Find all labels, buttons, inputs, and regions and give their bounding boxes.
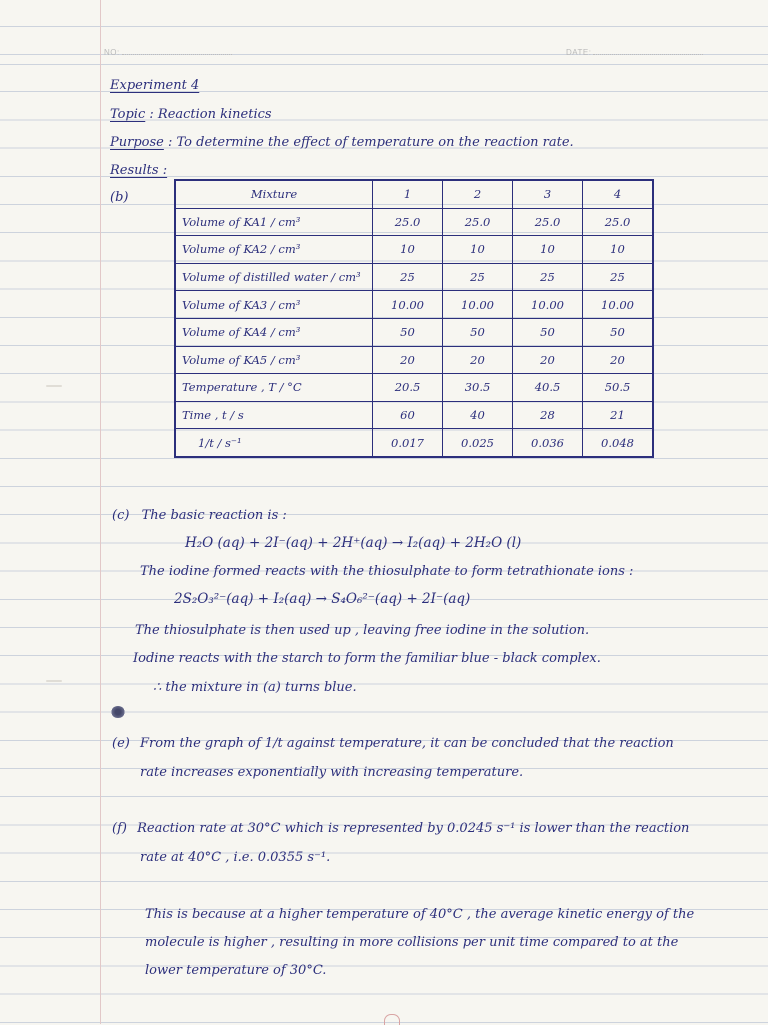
table-cell: 25 bbox=[443, 263, 513, 291]
table-header-cell: 3 bbox=[513, 180, 583, 208]
topic-line bbox=[110, 107, 272, 122]
table-row bbox=[175, 318, 653, 346]
table-cell: 60 bbox=[373, 401, 443, 429]
table-cell: 1/t / s⁻¹ bbox=[175, 429, 373, 457]
table-cell: 25.0 bbox=[373, 208, 443, 236]
table-header-cell: 1 bbox=[373, 180, 443, 208]
equation-1: H₂O (aq) + 2I⁻(aq) + 2H⁺(aq) → I₂(aq) + 2H₂O (l) bbox=[185, 535, 522, 551]
table-cell: 0.025 bbox=[443, 429, 513, 457]
date-field bbox=[566, 48, 703, 57]
punch-hole-mark bbox=[46, 680, 62, 682]
experiment-title: Experiment 4 bbox=[110, 78, 200, 93]
table-cell: 0.036 bbox=[513, 429, 583, 457]
table-cell: 10.00 bbox=[373, 291, 443, 319]
section-f-label: (f) bbox=[112, 821, 127, 836]
table-cell: 40 bbox=[443, 401, 513, 429]
table-cell: 25 bbox=[513, 263, 583, 291]
section-c-line-2: The iodine formed reacts with the thiosulphate to form tetrathionate ions : bbox=[140, 564, 634, 579]
table-cell: 30.5 bbox=[443, 374, 513, 402]
date-label: DATE: bbox=[566, 48, 592, 57]
table-cell: 10.00 bbox=[443, 291, 513, 319]
table-cell: 10 bbox=[583, 236, 654, 264]
table-cell: Volume of KA1 / cm³ bbox=[175, 208, 373, 236]
table-cell: 25 bbox=[583, 263, 654, 291]
purpose-text: : To determine the effect of temperature on the reaction rate. bbox=[168, 135, 574, 150]
topic-label: Topic bbox=[110, 107, 146, 122]
table-row bbox=[175, 429, 653, 457]
table-cell: 20 bbox=[373, 346, 443, 374]
section-f-line-5: lower temperature of 30°C. bbox=[145, 963, 327, 978]
table-row bbox=[175, 208, 653, 236]
results-label: Results : bbox=[110, 163, 168, 178]
table-row bbox=[175, 236, 653, 264]
ink-scribble bbox=[111, 706, 125, 718]
section-e-line-2: rate increases exponentially with increasing temperature. bbox=[140, 765, 524, 780]
purpose-line bbox=[110, 135, 574, 150]
table-header-cell: 4 bbox=[583, 180, 654, 208]
table-header-cell: 2 bbox=[443, 180, 513, 208]
table-cell: 50 bbox=[583, 318, 654, 346]
topic-text: : Reaction kinetics bbox=[149, 107, 272, 122]
table-row bbox=[175, 401, 653, 429]
table-cell: Volume of KA2 / cm³ bbox=[175, 236, 373, 264]
table-cell: Volume of distilled water / cm³ bbox=[175, 263, 373, 291]
table-header-cell: Mixture bbox=[175, 180, 373, 208]
section-c-line-3: The thiosulphate is then used up , leaving free iodine in the solution. bbox=[135, 623, 590, 638]
section-f-line-2: rate at 40°C , i.e. 0.0355 s⁻¹. bbox=[140, 850, 331, 865]
table-cell: 50 bbox=[373, 318, 443, 346]
table-cell: 20.5 bbox=[373, 374, 443, 402]
table-cell: 0.017 bbox=[373, 429, 443, 457]
section-b-label: (b) bbox=[110, 190, 129, 205]
table-cell: 25.0 bbox=[583, 208, 654, 236]
table-cell: 20 bbox=[583, 346, 654, 374]
section-c-line-1 bbox=[112, 508, 287, 523]
equation-2: 2S₂O₃²⁻(aq) + I₂(aq) → S₄O₆²⁻(aq) + 2I⁻(aq) bbox=[174, 591, 471, 607]
section-c-line-5: ∴ the mixture in (a) turns blue. bbox=[153, 680, 357, 695]
section-c-label: (c) bbox=[112, 508, 130, 523]
table-cell: Temperature , T / °C bbox=[175, 374, 373, 402]
punch-hole-mark bbox=[46, 385, 62, 387]
table-cell: 10.00 bbox=[583, 291, 654, 319]
table-cell: 10 bbox=[373, 236, 443, 264]
section-f-line-3: This is because at a higher temperature of 40°C , the average kinetic energy of the bbox=[145, 907, 695, 922]
table-cell: Time , t / s bbox=[175, 401, 373, 429]
table-cell: Volume of KA4 / cm³ bbox=[175, 318, 373, 346]
table-cell: Volume of KA3 / cm³ bbox=[175, 291, 373, 319]
section-e-line-1 bbox=[112, 736, 674, 751]
purpose-label: Purpose bbox=[110, 135, 164, 150]
table-cell: 10 bbox=[443, 236, 513, 264]
table-cell: 25.0 bbox=[443, 208, 513, 236]
no-field bbox=[104, 48, 232, 57]
table-cell: 50 bbox=[443, 318, 513, 346]
section-e-label: (e) bbox=[112, 736, 130, 751]
table-cell: 40.5 bbox=[513, 374, 583, 402]
table-cell: 20 bbox=[443, 346, 513, 374]
table-row bbox=[175, 291, 653, 319]
table-cell: 20 bbox=[513, 346, 583, 374]
table-row bbox=[175, 346, 653, 374]
table-cell: 0.048 bbox=[583, 429, 654, 457]
table-cell: 25 bbox=[373, 263, 443, 291]
section-e-text: From the graph of 1/t against temperature, it can be concluded that the reaction bbox=[139, 736, 674, 751]
header-rule bbox=[0, 64, 768, 65]
table-row bbox=[175, 263, 653, 291]
table-cell: 10 bbox=[513, 236, 583, 264]
page-corner-mark bbox=[384, 1014, 400, 1025]
table-cell: 25.0 bbox=[513, 208, 583, 236]
section-c-line-4: Iodine reacts with the starch to form the familiar blue - black complex. bbox=[133, 651, 601, 666]
table-cell: 21 bbox=[583, 401, 654, 429]
no-label: NO: bbox=[104, 48, 120, 57]
results-table bbox=[174, 179, 654, 458]
table-cell: 28 bbox=[513, 401, 583, 429]
table-header-row bbox=[175, 180, 653, 208]
table-row bbox=[175, 374, 653, 402]
margin-rule bbox=[100, 0, 101, 1024]
section-f-text: Reaction rate at 30°C which is represented by 0.0245 s⁻¹ is lower than the reaction bbox=[137, 821, 690, 836]
table-cell: 50 bbox=[513, 318, 583, 346]
section-f-line-1 bbox=[112, 821, 689, 836]
section-f-line-4: molecule is higher , resulting in more collisions per unit time compared to at the bbox=[145, 935, 679, 950]
table-cell: 10.00 bbox=[513, 291, 583, 319]
table-cell: Volume of KA5 / cm³ bbox=[175, 346, 373, 374]
section-c-text: The basic reaction is : bbox=[141, 508, 287, 523]
table-cell: 50.5 bbox=[583, 374, 654, 402]
